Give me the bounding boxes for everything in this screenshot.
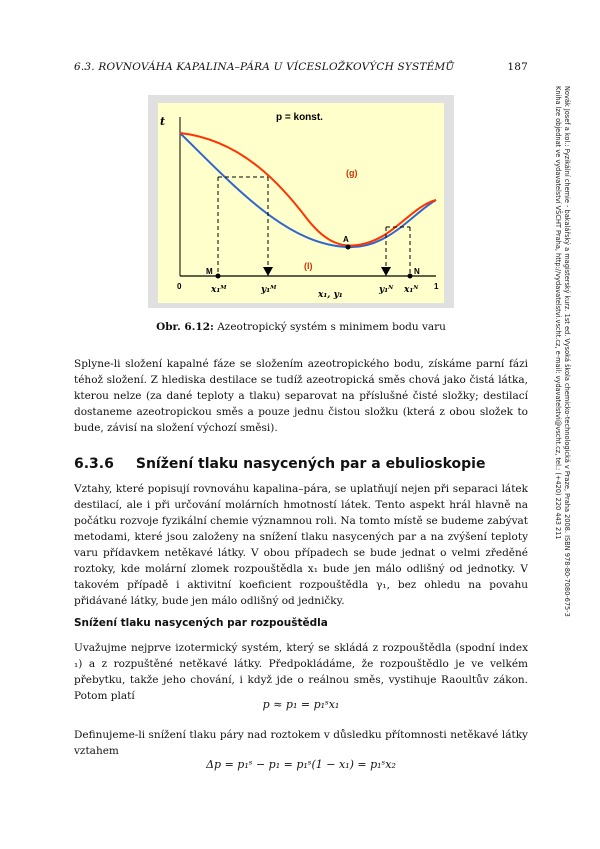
paragraph-intro: Vztahy, které popisují rovnováhu kapalina–pára, se uplatňují nejen při separaci látek destilací, ale i při určování molárních hmotností látek. Tento aspekt hrál hlavně na počátku rozvoje fyzikální chemie významnou roli. Na tomto místě se budeme zabývat metodami, které jsou založeny na snížení tlaku nasycených par a na zvýšení teploty varu přídavkem netěkavé látky. V obou případech se bude jednat o velmi zředěné roztoky, kde molární zlomek rozpouštědla x₁ bude jen málo odlišný od jednotky. V takovém případě i aktivitní koeficient rozpouštědla γ₁, bez ohledu na povahu přidávané látky, bude jen málo odlišný od jedničky. bbox=[74, 483, 528, 607]
gas-region-label: (g) bbox=[346, 168, 358, 178]
tick-y1M: y₁ᴹ bbox=[261, 285, 277, 295]
tick-x1N: x₁ᴺ bbox=[404, 285, 419, 295]
page-number: 187 bbox=[507, 61, 528, 73]
paragraph-definition: Definujeme-li snížení tlaku páry nad roztokem v důsledku přítomnosti netěkavé látky vztahem bbox=[74, 729, 528, 757]
paragraph-raoult: Uvažujme nejprve izotermický systém, který se skládá z rozpouštědla (spodní index ₁) a z rozpuštěné netěkavé látky. Předpokládáme, že rozpouštědlo je ve velkém přebytku, takže jeho chování, i když jde o reálnou směs, vystihuje Raoultův zákon. Potom platí bbox=[74, 642, 528, 702]
caption-text: Azeotropický systém s minimem bodu varu bbox=[213, 321, 446, 333]
subsection-heading: Snížení tlaku nasycených par rozpouštědla bbox=[74, 617, 328, 629]
section-number: 6.3.6 bbox=[74, 456, 114, 472]
equation-pressure-drop: Δp = p₁ˢ − p₁ = p₁ˢ(1 − x₁) = p₁ˢx₂ bbox=[206, 758, 396, 771]
chapter-title: 6.3. ROVNOVÁHA KAPALINA–PÁRA U VÍCESLOŽKOVÝCH SYSTÉMŮ bbox=[74, 61, 455, 73]
tick-0: 0 bbox=[177, 282, 182, 291]
tick-1: 1 bbox=[434, 282, 439, 291]
liquid-region-label: (l) bbox=[304, 261, 313, 271]
condition-label: p = konst. bbox=[276, 112, 323, 123]
copyright-side-note bbox=[554, 86, 571, 617]
point-N-label: N bbox=[414, 267, 420, 276]
plot-background bbox=[158, 103, 444, 303]
x-axis-label: x₁, y₁ bbox=[318, 290, 343, 300]
point-A-marker bbox=[346, 245, 351, 250]
figure-caption bbox=[74, 321, 528, 333]
point-M-marker bbox=[216, 274, 221, 279]
section-heading bbox=[74, 456, 528, 472]
tick-y1N: y₁ᴺ bbox=[379, 285, 394, 295]
point-A-label: A bbox=[343, 235, 349, 244]
caption-label: Obr. 6.12: bbox=[156, 321, 214, 333]
phase-diagram bbox=[148, 95, 454, 308]
paragraph-azeotrope: Splyne-li složení kapalné fáze se složením azeotropického bodu, získáme parní fázi téhož složení. Z hlediska destilace se tudíž azeotropická směs chová jako čistá látka, kterou nelze (za dané teploty a tlaku) separovat na příslušné čisté složky; destilací dostaneme azeotropickou směs a pouze jednu čistou složku (která z obou složek to bude, závisí na složení výchozí směsi). bbox=[74, 358, 528, 434]
equation-raoult: p ≈ p₁ = p₁ˢx₁ bbox=[262, 698, 340, 711]
point-M-label: M bbox=[206, 267, 213, 276]
point-N-marker bbox=[408, 274, 413, 279]
axis-t-label: t bbox=[160, 115, 166, 128]
figure-azeotrope bbox=[148, 95, 454, 308]
section-title: Snížení tlaku nasycených par a ebulioskopie bbox=[135, 456, 486, 472]
side-note-line-2: Kniha lze objednat ve vydavatelství VŠCHT Praha, http://vydavatelstvi.vscht.cz, e-mail: vydavatelstvi@vscht.cz, tel.: (+420) 220 443 211 bbox=[554, 86, 563, 540]
side-note-line-1: Novák Josef a kol.: Fyzikální chemie - bakalářský a magisterský kurz. 1st ed. Vysoká škola chemicko-technologická v Praze, Praha 2008. ISBN 978-80-7080-675-3 bbox=[563, 86, 571, 617]
tick-x1M: x₁ᴹ bbox=[211, 285, 227, 295]
running-header bbox=[74, 61, 528, 73]
